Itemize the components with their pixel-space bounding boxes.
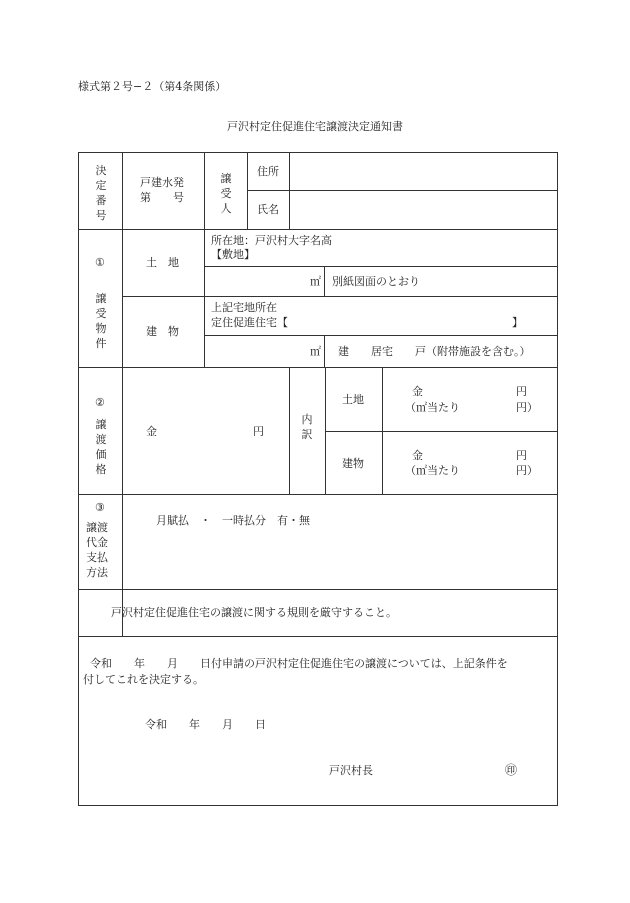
grid-line — [204, 266, 557, 267]
decision-date: 令和 年 月 日 — [145, 718, 266, 731]
payment-label: 譲渡代金支払方法 — [86, 521, 108, 579]
building-name: 定住促進住宅【 — [211, 316, 288, 329]
building-label: 建 物 — [146, 325, 179, 338]
price-building-label: 建物 — [342, 457, 364, 470]
grid-line — [78, 494, 558, 495]
price-prefix: 金 — [146, 425, 157, 438]
decision-number: 第 号 — [140, 191, 184, 204]
land-label: 土 地 — [146, 256, 179, 269]
price-land-yen: 円 — [516, 385, 527, 398]
price-land-kin: 金 — [412, 385, 423, 398]
decision-office: 戸建水発 — [140, 176, 184, 189]
payment-method: 月賦払 ・ 一時払分 有・無 — [156, 514, 310, 527]
decision-text-line2: 付してこれを決定する。 — [83, 673, 204, 686]
land-location: 所在地：戸沢村大字名高 — [211, 234, 332, 247]
signer: 戸沢村長 — [329, 764, 373, 777]
land-area-unit: ㎡ — [310, 275, 321, 288]
building-location: 上記宅地所在 — [211, 301, 277, 314]
price-building-kin: 金 — [412, 449, 423, 462]
decision-number-label: 決定番号 — [95, 164, 107, 222]
breakdown-label: 内訳 — [301, 413, 313, 441]
page-title: 戸沢村定住促進住宅譲渡決定通知書 — [227, 120, 403, 133]
address-label: 住所 — [257, 165, 279, 178]
price-building-per-sqm: （㎡当たり — [405, 464, 460, 477]
property-label: 譲受物件 — [95, 292, 107, 350]
grid-line — [325, 431, 557, 432]
grid-line — [78, 589, 558, 590]
price-label: 譲渡価格 — [95, 418, 107, 476]
name-label: 氏名 — [257, 203, 279, 216]
grid-line — [204, 152, 205, 229]
grid-line — [78, 229, 558, 230]
seal-mark: ㊞ — [505, 763, 518, 777]
price-unit: 円 — [253, 425, 264, 438]
decision-text-line1: 令和 年 月 日付申請の戸沢村定住促進住宅の譲渡については、上記条件を — [90, 657, 508, 670]
grid-line — [122, 296, 557, 297]
land-site: 【敷地】 — [211, 248, 255, 261]
grid-line — [204, 335, 557, 336]
grid-line — [78, 367, 558, 368]
price-number: ② — [95, 396, 105, 409]
grid-line — [78, 636, 558, 637]
grid-line — [122, 152, 123, 367]
grid-line — [247, 190, 557, 191]
price-land-label: 土地 — [342, 393, 364, 406]
price-land-per-sqm: （㎡当たり — [405, 401, 460, 414]
price-land-per-yen: 円） — [516, 401, 538, 414]
grid-line — [122, 367, 123, 636]
price-building-yen: 円 — [516, 449, 527, 462]
form-table — [78, 152, 558, 806]
grid-line — [324, 266, 325, 296]
land-area-note: 別紙図面のとおり — [332, 275, 420, 288]
rules-notice: 戸沢村定住促進住宅の譲渡に関する規則を厳守すること。 — [111, 606, 397, 619]
building-description: 建 居宅 戸（附帯施設を含む。） — [338, 345, 531, 358]
grid-line — [289, 367, 290, 494]
grid-line — [204, 229, 205, 367]
property-number: ① — [95, 256, 105, 269]
building-name-close: 】 — [512, 316, 523, 329]
transferee-label: 譲受人 — [220, 172, 232, 215]
building-area-unit: ㎡ — [310, 345, 321, 358]
payment-number: ③ — [95, 501, 105, 514]
grid-line — [324, 335, 325, 367]
form-number: 様式第２号−２（第4条関係） — [78, 80, 227, 93]
price-building-per-yen: 円） — [516, 464, 538, 477]
